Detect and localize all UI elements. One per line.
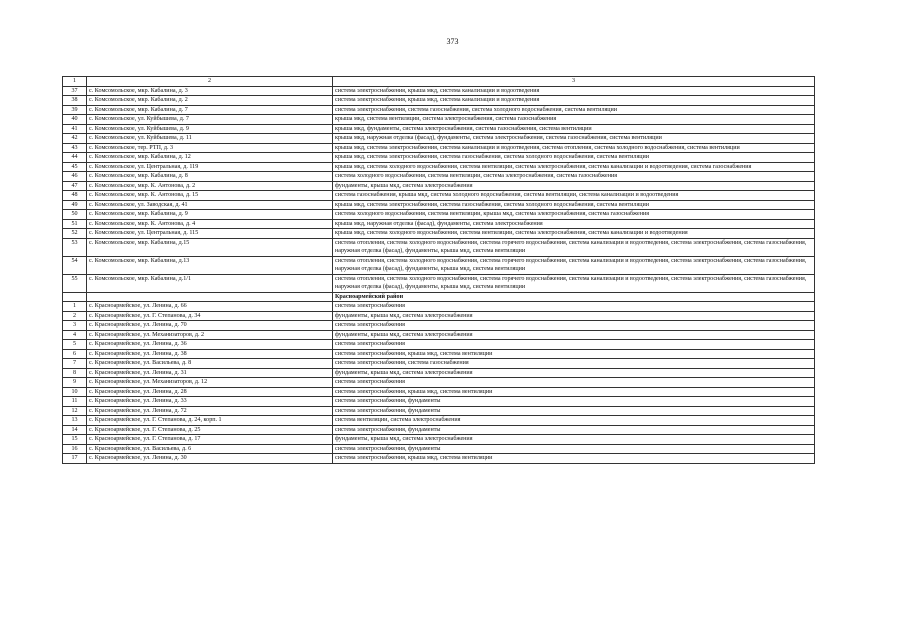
- row-systems: система электроснабжения, система газоснабжения: [333, 359, 815, 369]
- row-number: 13: [63, 416, 87, 426]
- row-systems: система электроснабжения, фундаменты: [333, 425, 815, 435]
- table-row: [63, 397, 815, 407]
- row-number: 53: [63, 238, 87, 256]
- row-systems: система электроснабжения, крыша мкд, система канализации и водоотведения: [333, 86, 815, 96]
- table-row: [63, 368, 815, 378]
- row-address: с. Комсомольское, мкр. К. Антонова, д. 4: [87, 219, 333, 229]
- row-number: 43: [63, 143, 87, 153]
- row-address: с. Комсомольское, ул. Центральная, д. 115: [87, 229, 333, 239]
- table-row: [63, 349, 815, 359]
- row-address: с. Комсомольское, тер. РТП, д. 3: [87, 143, 333, 153]
- row-systems: система электроснабжения, фундаменты: [333, 406, 815, 416]
- row-number: 16: [63, 444, 87, 454]
- table-row: [63, 124, 815, 134]
- row-systems: система электроснабжения, крыша мкд, система вентиляции: [333, 349, 815, 359]
- row-address: с. Комсомольское, мкр. Кабалина, д. 3: [87, 86, 333, 96]
- row-systems: система холодного водоснабжения, система вентиляции, система электроснабжения, система газоснабжения: [333, 172, 815, 182]
- table-row: [63, 86, 815, 96]
- row-address: с. Комсомольское, мкр. Кабалина, д.15: [87, 238, 333, 256]
- row-systems: система электроснабжения, крыша мкд, система канализации и водоотведения: [333, 96, 815, 106]
- row-systems: крыша мкд, наружная отделка (фасад), фундаменты, система электроснабжения, система газоснабжения, система вентиляции: [333, 134, 815, 144]
- table-row: [63, 444, 815, 454]
- table-row: [63, 256, 815, 274]
- row-number: 48: [63, 191, 87, 201]
- row-number: 37: [63, 86, 87, 96]
- row-number: 14: [63, 425, 87, 435]
- table-row: [63, 435, 815, 445]
- table-row: [63, 321, 815, 331]
- table-row: [63, 96, 815, 106]
- row-address: с. Красноармейское, ул. Г. Степанова, д. 25: [87, 425, 333, 435]
- row-address: с. Красноармейское, ул. Васильева, д. 6: [87, 444, 333, 454]
- row-address: с. Комсомольское, мкр. Кабалина, д. 7: [87, 105, 333, 115]
- row-address: с. Комсомольское, мкр. К. Антонова, д. 2: [87, 181, 333, 191]
- row-systems: фундаменты, крыша мкд, система электроснабжения: [333, 311, 815, 321]
- row-number: 50: [63, 210, 87, 220]
- row-systems: фундаменты, крыша мкд, система электроснабжения: [333, 330, 815, 340]
- row-systems: крыша мкд, система вентиляции, система электроснабжения, система газоснабжения: [333, 115, 815, 125]
- row-number: 12: [63, 406, 87, 416]
- table-row: [63, 191, 815, 201]
- row-number: 4: [63, 330, 87, 340]
- table-row: [63, 115, 815, 125]
- row-number: 1: [63, 302, 87, 312]
- row-number: 45: [63, 162, 87, 172]
- row-address: с. Красноармейское, ул. Ленина, д. 28: [87, 387, 333, 397]
- section-row: [63, 292, 815, 302]
- row-address: с. Комсомольское, мкр. Кабалина, д. 12: [87, 153, 333, 163]
- table-row: [63, 219, 815, 229]
- table-row: [63, 153, 815, 163]
- row-number: 6: [63, 349, 87, 359]
- section-title: Красноармейский район: [333, 292, 815, 302]
- row-address: с. Красноармейское, ул. Г. Степанова, д. 24, корп. 1: [87, 416, 333, 426]
- row-systems: система электроснабжения, фундаменты: [333, 397, 815, 407]
- row-systems: система электроснабжения, крыша мкд, система вентиляции: [333, 387, 815, 397]
- row-address: с. Комсомольское, мкр. Кабалина, д. 8: [87, 172, 333, 182]
- table-row: [63, 302, 815, 312]
- row-number: 46: [63, 172, 87, 182]
- row-number: 10: [63, 387, 87, 397]
- row-systems: система электроснабжения, фундаменты: [333, 444, 815, 454]
- row-number: 38: [63, 96, 87, 106]
- row-address: с. Красноармейское, ул. Механизаторов, д. 2: [87, 330, 333, 340]
- row-number: 39: [63, 105, 87, 115]
- row-systems: система электроснабжения, система газоснабжения, система холодного водоснабжения, система вентиляции: [333, 105, 815, 115]
- row-systems: крыша мкд, фундаменты, система электроснабжения, система газоснабжения, система вентиляции: [333, 124, 815, 134]
- row-address: с. Комсомольское, мкр. Кабалина, д. 9: [87, 210, 333, 220]
- row-number: 49: [63, 200, 87, 210]
- row-number: 47: [63, 181, 87, 191]
- row-systems: крыша мкд, система электроснабжения, система газоснабжения, система холодного водоснабжения, система вентиляции: [333, 200, 815, 210]
- row-number: 3: [63, 321, 87, 331]
- row-number: 7: [63, 359, 87, 369]
- table-row: [63, 162, 815, 172]
- table-row: [63, 425, 815, 435]
- row-address: с. Комсомольское, мкр. Кабалина, д.1/1: [87, 274, 333, 292]
- table-row: [63, 134, 815, 144]
- row-address: с. Комсомольское, ул. Центральная, д. 119: [87, 162, 333, 172]
- table-row: [63, 181, 815, 191]
- row-address: с. Красноармейское, ул. Ленина, д. 72: [87, 406, 333, 416]
- row-systems: система отопления, система холодного водоснабжения, система горячего водоснабжения, система канализации и водоотведения, система электроснабжения, система газоснабжения, наружная отделка (фасад), фундаменты, крыша мкд, система вентиляции: [333, 274, 815, 292]
- row-number: 5: [63, 340, 87, 350]
- repair-systems-table: [62, 76, 815, 464]
- row-number: 9: [63, 378, 87, 388]
- row-systems: фундаменты, крыша мкд, система электроснабжения: [333, 368, 815, 378]
- row-systems: система отопления, система холодного водоснабжения, система горячего водоснабжения, система канализации и водоотведения, система электроснабжения, система газоснабжения, наружная отделка (фасад), фундаменты, крыша мкд, система вентиляции: [333, 256, 815, 274]
- row-address: с. Комсомольское, ул. Заводская, д. 41: [87, 200, 333, 210]
- table-row: [63, 200, 815, 210]
- header-col-1: 1: [63, 77, 87, 87]
- row-systems: система холодного водоснабжения, система вентиляции, крыша мкд, система электроснабжения, система газоснабжения: [333, 210, 815, 220]
- row-number: 52: [63, 229, 87, 239]
- table-row: [63, 172, 815, 182]
- row-number: 44: [63, 153, 87, 163]
- row-address: с. Комсомольское, ул. Куйбышева, д. 7: [87, 115, 333, 125]
- row-systems: крыша мкд, система электроснабжения, система канализации и водоотведения, система отопления, система холодного водоснабжения, система вентиляции: [333, 143, 815, 153]
- row-address: с. Комсомольское, ул. Куйбышева, д. 11: [87, 134, 333, 144]
- table-row: [63, 378, 815, 388]
- row-address: с. Красноармейское, ул. Ленина, д. 33: [87, 397, 333, 407]
- row-number: 8: [63, 368, 87, 378]
- section-empty-cell: [87, 292, 333, 302]
- row-systems: система вентиляции, система электроснабжения: [333, 416, 815, 426]
- row-systems: система электроснабжения: [333, 302, 815, 312]
- row-systems: система отопления, система холодного водоснабжения, система горячего водоснабжения, система канализации и водоотведения, система электроснабжения, система газоснабжения, наружная отделка (фасад), фундаменты, крыша мкд, система вентиляции: [333, 238, 815, 256]
- row-systems: фундаменты, крыша мкд, система электроснабжения: [333, 181, 815, 191]
- row-address: с. Красноармейское, ул. Ленина, д. 38: [87, 349, 333, 359]
- table-row: [63, 416, 815, 426]
- page-number: 373: [446, 37, 459, 46]
- table-row: [63, 105, 815, 115]
- table-row: [63, 330, 815, 340]
- row-systems: система газоснабжения, крыша мкд, система холодного водоснабжения, система вентиляции, система канализации и водоотведения: [333, 191, 815, 201]
- table-row: [63, 229, 815, 239]
- header-col-3: 3: [333, 77, 815, 87]
- row-number: 11: [63, 397, 87, 407]
- row-address: с. Красноармейское, ул. Механизаторов, д. 12: [87, 378, 333, 388]
- row-address: с. Красноармейское, ул. Г. Степанова, д. 34: [87, 311, 333, 321]
- header-col-2: 2: [87, 77, 333, 87]
- table-header-row: [63, 77, 815, 87]
- section-empty-cell: [63, 292, 87, 302]
- row-systems: крыша мкд, система холодного водоснабжения, система вентиляции, система электроснабжения, система канализации и водоотведения, система газоснабжения: [333, 162, 815, 172]
- row-number: 42: [63, 134, 87, 144]
- table-row: [63, 359, 815, 369]
- row-number: 2: [63, 311, 87, 321]
- row-number: 51: [63, 219, 87, 229]
- table-row: [63, 210, 815, 220]
- row-number: 40: [63, 115, 87, 125]
- row-address: с. Красноармейское, ул. Ленина, д. 66: [87, 302, 333, 312]
- table-row: [63, 238, 815, 256]
- row-systems: система электроснабжения, крыша мкд, система вентиляции: [333, 454, 815, 464]
- row-address: с. Комсомольское, мкр. Кабалина, д.13: [87, 256, 333, 274]
- row-number: 55: [63, 274, 87, 292]
- row-address: с. Красноармейское, ул. Васильева, д. 8: [87, 359, 333, 369]
- row-address: с. Красноармейское, ул. Ленина, д. 70: [87, 321, 333, 331]
- row-systems: система электроснабжения: [333, 321, 815, 331]
- row-systems: крыша мкд, наружная отделка (фасад), фундаменты, система электроснабжения: [333, 219, 815, 229]
- row-address: с. Комсомольское, мкр. К. Антонова, д. 15: [87, 191, 333, 201]
- row-systems: система электроснабжения: [333, 378, 815, 388]
- row-number: 15: [63, 435, 87, 445]
- row-systems: фундаменты, крыша мкд, система электроснабжения: [333, 435, 815, 445]
- row-address: с. Комсомольское, мкр. Кабалина, д. 2: [87, 96, 333, 106]
- row-address: с. Красноармейское, ул. Ленина, д. 36: [87, 340, 333, 350]
- table-row: [63, 274, 815, 292]
- row-number: 54: [63, 256, 87, 274]
- row-systems: крыша мкд, система электроснабжения, система газоснабжения, система холодного водоснабжения, система вентиляции: [333, 153, 815, 163]
- table-row: [63, 340, 815, 350]
- table-row: [63, 311, 815, 321]
- row-number: 41: [63, 124, 87, 134]
- row-systems: крыша мкд, система холодного водоснабжения, система вентиляции, система электроснабжения, система канализации и водоотведения: [333, 229, 815, 239]
- row-address: с. Комсомольское, ул. Куйбышева, д. 9: [87, 124, 333, 134]
- table-row: [63, 454, 815, 464]
- table-row: [63, 387, 815, 397]
- table-row: [63, 406, 815, 416]
- row-number: 17: [63, 454, 87, 464]
- row-systems: система электроснабжения: [333, 340, 815, 350]
- row-address: с. Красноармейское, ул. Ленина, д. 31: [87, 368, 333, 378]
- table-row: [63, 143, 815, 153]
- row-address: с. Красноармейское, ул. Ленина, д. 30: [87, 454, 333, 464]
- row-address: с. Красноармейское, ул. Г. Степанова, д. 17: [87, 435, 333, 445]
